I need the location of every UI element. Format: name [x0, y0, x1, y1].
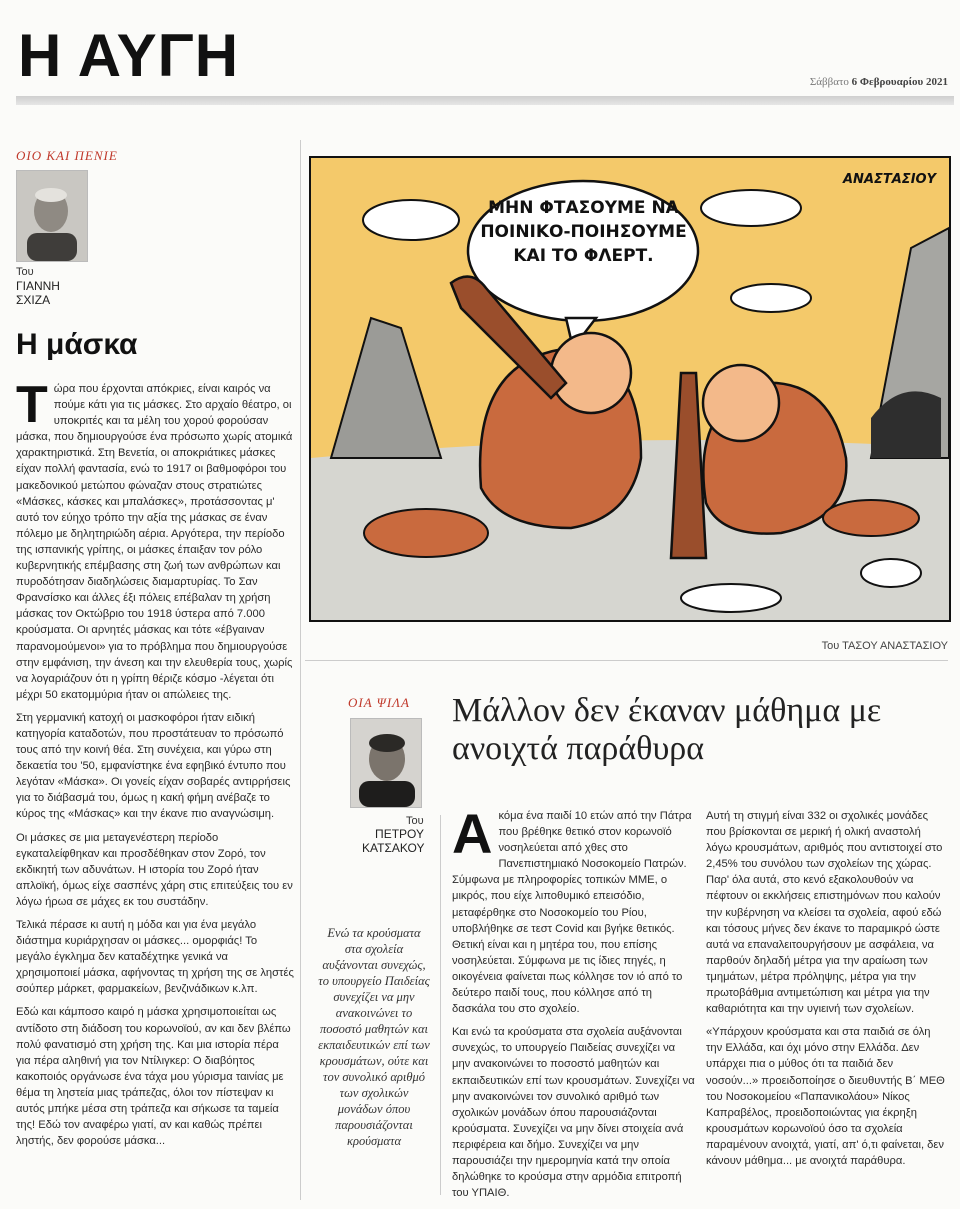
dropcap-right: Α	[452, 802, 493, 865]
byline-prefix: Του	[16, 266, 34, 278]
paragraph: ώρα που έρχονται απόκριες, είναι καιρός να πούμε κάτι για τις μάσκες. Στο αρχαίο θέατρο, οι υποκριτές και τα μέλη του χορού φορούσαν μάσκα, που δημιουργούσε ένα πρόσωπο χωρίς ατομικά χαρακτηριστικά. Στη Βενετία, οι αποκριάτικες μάσκες είχαν πολλή φαντασία, ενώ το 1917 οι βαθμοφόροι του μακεδονικού μετώπου φώναζαν στους στρατιώτες «Μάσκες, κάσκες και μπαλάσκες», προτάσσοντας μ' αυτό τον εύηχο τρόπο την αξία της μάσκας σε έναν πόλεμο με δηλητηριώδη αέρια. Αργότερα, την περίοδο της ισπανικής γρίπης, οι μάσκες έπαιξαν τον ρόλο κυβερνητικής επέμβασης στη ζωή των ανθρώπων και πυροδότησαν διαδηλώσεις διαμαρτυρίας. Το Σαν Φρανσίσκο και άλλες έξι πόλεις επέβαλαν τη χρήση μάσκας τον Οκτώβριο του 1918 ύστερα από 7.000 κρούσματα. Οι αρνητές μάσκας και τότε «έβγαιναν παρανομούμενοι» για το πρόβλημα που δημιουργούσε στην εμφάνιση, την άνεση και την ελευθερία τους, χωρίς να λογαριάζουν ότι η γρίπη θέριζε κόσμο -λέγεται ότι μέχρι 50 εκατομμύρια ήταν οι απώλειες της.	[16, 383, 293, 701]
paragraph: Αυτή τη στιγμή είναι 332 οι σχολικές μονάδες που βρίσκονται σε μερική ή ολική αναστολή λόγω κρουσμάτων, αριθμός που αντιστοιχεί στο 2,45% του συνόλου των σχολείων της χώρας. Παρ' όλα αυτά, στο κενό εξακολουθούν να πέφτουν οι εκκλήσεις επιστημόνων που καλούν την κυβέρνηση να κλείσει τα σχολεία, αφού εδώ και τόσους μήνες δεν έκανε το παραμικρό ώστε αυτά να επαναλειτουργήσουν με ασφάλεια, να παρθούν δηλαδή μέτρα για την αραίωση των τμημάτων, μέτρα πρόληψης, μέτρα για την πρωτοβάθμια αντιμετώπιση και μέτρα για την καθαριότητα και την υγιεινή των σχολείων.	[706, 810, 943, 1016]
column-divider	[300, 140, 301, 1200]
article-body	[16, 376, 294, 1156]
cartoon-credit: Του ΤΑΣΟΥ ΑΝΑΣΤΑΣΙΟΥ	[821, 640, 948, 652]
article-body-right-col2	[706, 808, 948, 1176]
issue-date	[810, 76, 948, 88]
author-photo-schizas	[16, 170, 88, 262]
paragraph: Τελικά πέρασε κι αυτή η μόδα και για ένα μεγάλο διάστημα κυριάρχησαν οι μάσκες... ομορφιάς! Το μεγάλο έγκλημα δεν καταδέχτηκε γενικά να χρησιμοποιεί μάσκα, αφήνοντας τη χρήση της σε ληστές σούπερ μάρκετ, φαρμακείων, βενζινάδικων κ.λπ.	[16, 919, 294, 996]
byline-prefix-right: Του	[406, 815, 424, 827]
issue-date-rest: 6 Φεβρουαρίου 2021	[851, 76, 948, 88]
paragraph: Εδώ και κάμποσο καιρό η μάσκα χρησιμοποιείται ως αντίδοτο στη διάδοση του κορωνοϊού, αν και δεν βλέπω πολύ φανατισμό στη χρήση της. Και μια ιστορία πέρα για πέρα αληθινή για τον Ντίλιγκερ: Ο διαβόητος κακοποιός οργάνωσε ένα τάχα μου γύρισμα ταινίας με θέμα τη ληστεία μιας τράπεζας, όλοι τον πίστεψαν κι αυτός μπήκε μέσα στη τράπεζα και σήκωσε τα ταμεία της! Εδώ τον αναφέρω γιατί, αν και καθώς πρέπει ληστής, δεν φορούσε μάσκα...	[16, 1006, 291, 1148]
cartoon-panel	[309, 156, 951, 622]
cartoon-signature: ΑΝΑΣΤΑΣΙΟΥ	[843, 172, 936, 187]
section-divider	[305, 660, 948, 661]
paragraph: Και ενώ τα κρούσματα στα σχολεία αυξάνονται συνεχώς, το υπουργείο Παιδείας συνεχίζει να μην ανακοινώνει το ποσοστό μαθητών και εκπαιδευτικών επί των κρουσμάτων. Συνεχίζει να μην ανακοινώνει τον συνολικό αριθμό των σχολικών μονάδων όπου παρουσιάζονται κρούσματα. Συνεχίζει να μην δίνει στοιχεία ανά περιφέρεια και δήμο. Συνεχίζει να μην παρουσιάζει την ημερομηνία κατά την οποία δηλώθηκε το κρούσμα στην αρμόδια επιτροπή του ΥΠΑΙΘ.	[452, 1026, 695, 1200]
masthead-logo: Η ΑΥΓΗ	[18, 22, 240, 89]
article-headline: Η μάσκα	[16, 328, 138, 361]
paragraph: Οι μάσκες σε μια μεταγενέστερη περίοδο εγκαταλείφθηκαν και προσδέθηκαν στον Ζορό, τον εκδικητή των αδυνάτων. Η ιστορία του Ζορό ήταν απλοϊκή, όμως είχε σασπένς χάρη στις επιτεύξεις του εν λόγω ήρωα σε μάχες εκ του συστάδην.	[16, 831, 293, 908]
column-section-label-right: ΟΙΑ ΨΙΛΑ	[348, 695, 410, 710]
cartoon-speech-text: ΜΗΝ ΦΤΑΣΟΥΜΕ ΝΑ ΠΟΙΝΙΚΟ-ΠΟΙΗΣΟΥΜΕ ΚΑΙ ΤΟ ΦΛΕΡΤ.	[480, 198, 687, 266]
paragraph: κόμα ένα παιδί 10 ετών από την Πάτρα που βρέθηκε θετικό στον κορωνοϊό νοσηλεύεται από χθες στο Πανεπιστημιακό Νοσοκομείο Πατρών. Σύμφωνα με πληροφορίες τοπικών ΜΜΕ, ο μικρός, που είχε λιποθυμικό επεισόδιο, μεταφέρθηκε στο Νοσοκομείο του Ρίου, υποβλήθηκε σε τεστ Covid και βγήκε θετικός. Θετική είναι και η μητέρα του, που επίσης νοσηλεύεται. Σύμφωνα με τις ίδιες πηγές, η οικογένεια φαίνεται πως κόλλησε τον ιό από το δεύτερο παιδί τους, που κόλλησε από τη δασκάλα του στο σχολείο.	[452, 810, 692, 1016]
paragraph: «Υπάρχουν κρούσματα και στα παιδιά σε όλη την Ελλάδα, και όχι μόνο στην Ελλάδα. Δεν υπάρχει πια ο μύθος ότι τα παιδιά δεν νοσούν...» προειδοποίησε ο διευθυντής Β΄ ΜΕΘ του Νοσοκομείου «Παπανικολάου» Νίκος Καπραβέλος, προειδοποιώντας για έκρηξη κρουσμάτων κορωνοϊού όσο τα σχολεία παραμένουν ανοιχτά, γιατί, απ' ό,τι φαίνεται, δεν κάνουν μάθημα... με ανοιχτά παράθυρα.	[706, 1026, 945, 1167]
byline-name-right: ΠΕΤΡΟΥ ΚΑΤΣΑΚΟΥ	[362, 827, 425, 855]
pull-quote: Ενώ τα κρούσματα στα σχολεία αυξάνονται συνεχώς, το υπουργείο Παιδείας συνεχίζει να μην ανακοινώνει το ποσοστό μαθητών και εκπαιδευτικών επί των κρουσμάτων, ούτε και τον συνολικό αριθμό των σχολικών μονάδων όπου παρουσιάζονται κρούσματα	[318, 926, 430, 1148]
dropcap: Τ	[16, 376, 48, 434]
column-section-label: ΟΙΟ ΚΑΙ ΠΕΝΙΕ	[16, 148, 118, 163]
issue-date-day: Σάββατο	[809, 76, 849, 88]
paragraph: Στη γερμανική κατοχή οι μασκοφόροι ήταν ειδική κατηγορία καταδοτών, που προστάτευαν το πρόσωπό τους από την κοινή θέα. Στη συνέχεια, και γύρω στη δεκαετία του '50, εμφανίστηκε ένα εφηβικό έντυπο που λεγόταν «Μάσκα». Οι γονείς είχαν σοβαρές αντιρρήσεις για το διάβασμά του, όμως η κακή φήμη ανέβαζε το κύρος της «Μάσκας» και την έκανε πιο αναγνώσιμη.	[16, 711, 291, 821]
article-body-right-col1	[452, 802, 696, 1208]
column-divider-2	[440, 815, 441, 1195]
article-headline-right: Μάλλον δεν έκαναν μάθημα με ανοιχτά παράθυρα	[452, 692, 882, 767]
byline-name: ΓΙΑΝΝΗ ΣΧΙΖΑ	[16, 279, 60, 307]
author-photo-katsakos	[350, 718, 422, 808]
masthead-rule	[16, 96, 954, 105]
